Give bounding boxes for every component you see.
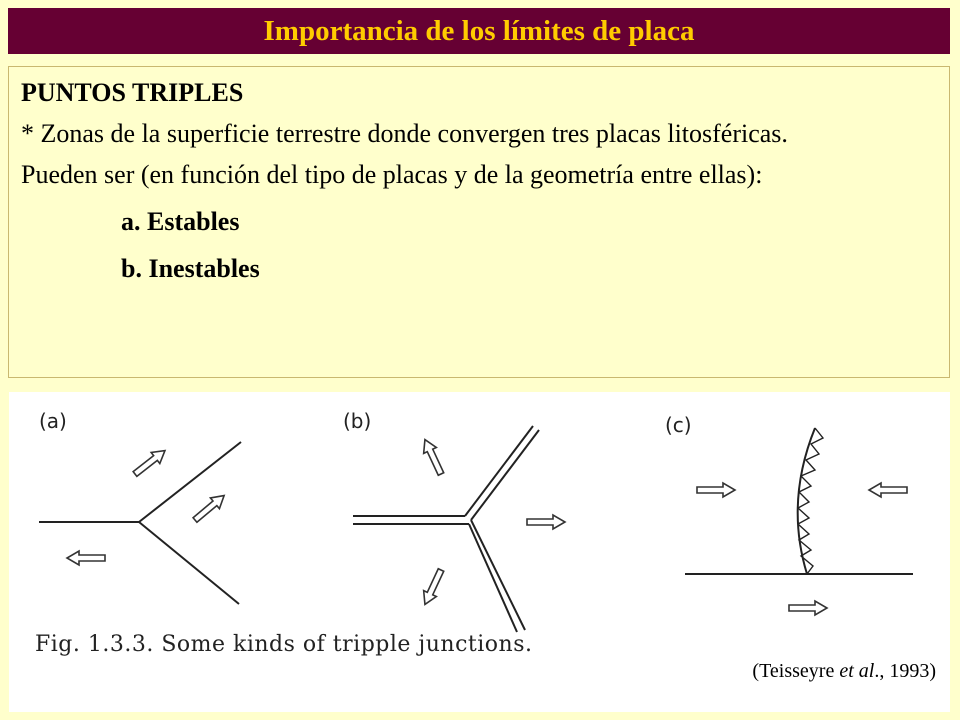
citation-suffix: ., 1993) <box>874 660 936 682</box>
definition-paragraph: * Zonas de la superficie terrestre donde convergen tres placas litosféricas. <box>21 119 788 148</box>
junction-c <box>685 428 913 574</box>
classification-paragraph: Pueden ser (en función del tipo de placas y de la geometría entre ellas): <box>21 160 763 189</box>
arrow-a2 <box>191 490 229 525</box>
arrow-b3 <box>419 567 448 607</box>
panel-label-b: (b) <box>343 409 372 433</box>
arrow-b1 <box>419 437 448 477</box>
junction-b <box>353 426 539 632</box>
arrow-c1 <box>697 483 735 497</box>
figure-caption: Fig. 1.3.3. Some kinds of tripple junctions. <box>35 632 533 657</box>
item-stable: a. Estables <box>121 207 240 236</box>
item-unstable: b. Inestables <box>121 254 260 283</box>
section-heading: PUNTOS TRIPLES <box>21 78 244 107</box>
citation-prefix: (Teisseyre <box>752 660 840 682</box>
text-box <box>8 66 950 378</box>
arrow-c2 <box>869 483 907 497</box>
arrow-a3 <box>67 551 105 565</box>
arrow-a1 <box>131 445 170 479</box>
citation-italic: et al <box>839 660 875 682</box>
slide-title: Importancia de los límites de placa <box>263 14 695 47</box>
figure-panel <box>9 392 950 712</box>
panel-label-a: (a) <box>39 409 67 433</box>
arrow-c3 <box>789 601 827 615</box>
figure-citation <box>752 660 936 683</box>
panel-label-c: (c) <box>665 413 692 437</box>
title-bar <box>8 8 950 54</box>
arrow-b2 <box>527 515 565 529</box>
